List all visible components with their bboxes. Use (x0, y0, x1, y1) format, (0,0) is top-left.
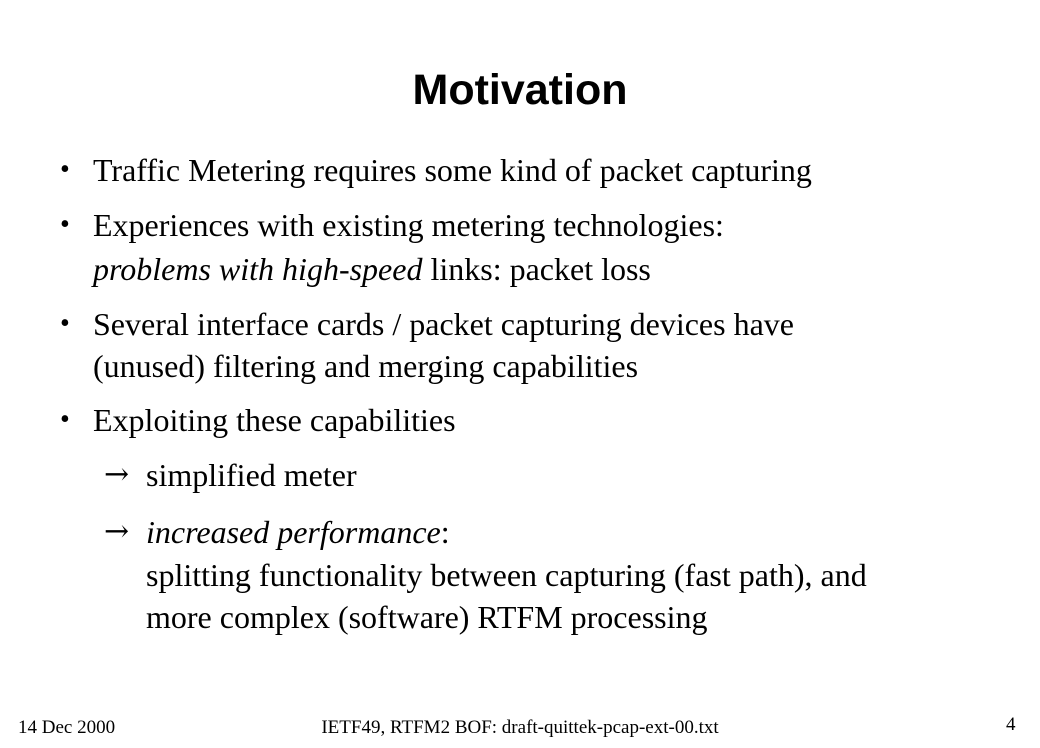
sub-item-2-continuation-2: more complex (software) RTFM processing (146, 599, 708, 635)
bullet-4-text: Exploiting these capabilities (93, 402, 456, 438)
sub-item-2 (146, 513, 450, 551)
bullet-dot: • (60, 209, 70, 240)
bullet-dot: • (60, 404, 70, 435)
bullet-2-normal-text: links: packet loss (422, 251, 651, 287)
bullet-dot: • (60, 154, 70, 185)
right-arrow-icon: → (104, 514, 130, 549)
page-number: 4 (1006, 714, 1016, 735)
bullet-2-italic-text: problems with high-speed (93, 251, 423, 287)
sub-item-2-continuation-1: splitting functionality between capturing (fast path), and (146, 557, 867, 593)
bullet-dot: • (60, 308, 70, 339)
footer-title: IETF49, RTFM2 BOF: draft-quittek-pcap-ext-00.txt (321, 717, 719, 738)
bullet-2-continuation (93, 250, 651, 288)
footer-date: 14 Dec 2000 (18, 717, 116, 738)
bullet-1-text: Traffic Metering requires some kind of packet capturing (93, 152, 812, 188)
sub-item-2-italic-text: increased performance (146, 514, 441, 550)
right-arrow-icon: → (104, 457, 130, 492)
bullet-2-text: Experiences with existing metering technologies: (93, 207, 724, 243)
sub-item-1-text: simplified meter (146, 457, 357, 493)
bullet-3-text: Several interface cards / packet capturing devices have (93, 306, 794, 342)
sub-item-2-colon: : (440, 514, 450, 550)
bullet-3-continuation: (unused) filtering and merging capabilities (93, 348, 639, 384)
slide-title: Motivation (412, 66, 628, 114)
